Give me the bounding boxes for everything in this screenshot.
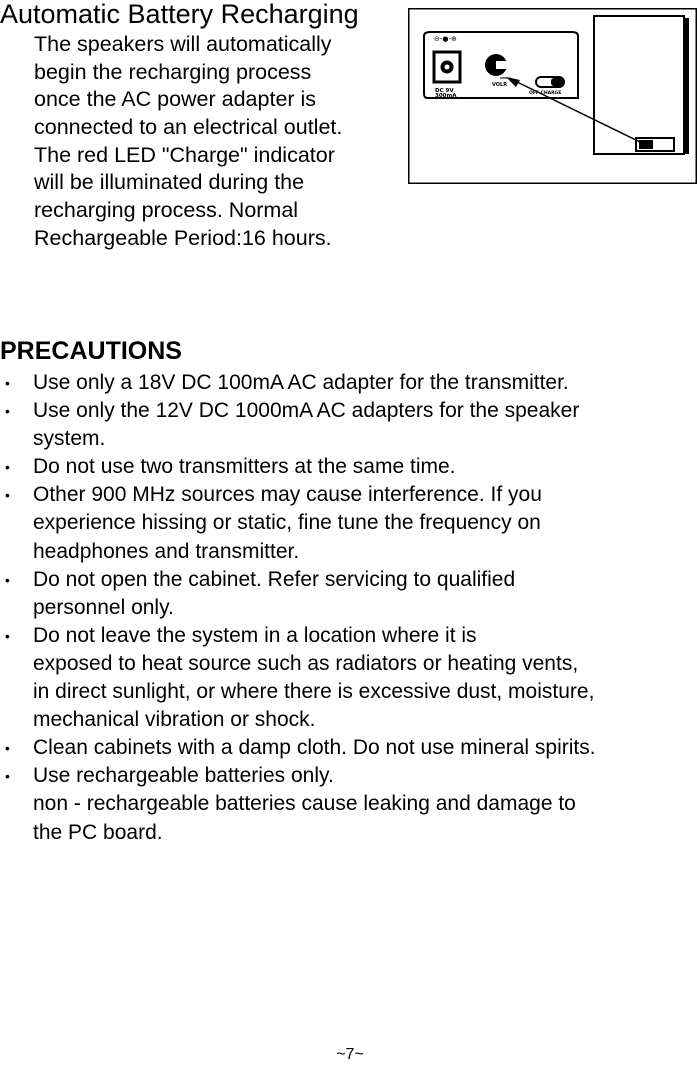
list-item <box>0 397 700 453</box>
page-number: ~7~ <box>336 1046 364 1063</box>
jack-label-2: 300mA <box>435 93 457 99</box>
list-item <box>0 622 700 734</box>
intro-paragraph <box>34 31 404 253</box>
intro-line: begin the recharging process <box>34 59 312 84</box>
item-line: Use only a 18V DC 100mA AC adapter for the transmitter. <box>33 371 569 394</box>
item-line: mechanical vibration or shock. <box>33 708 316 732</box>
item-line: Clean cabinets with a damp cloth. Do not use mineral spirits. <box>33 736 596 760</box>
switch-label: OFF CHARGE <box>529 91 562 96</box>
charge-switch-knob <box>551 78 563 86</box>
polarity-label: ⊖-●-⊕ <box>434 35 457 43</box>
bullet: • <box>5 768 10 785</box>
precautions-heading: PRECAUTIONS <box>0 337 182 365</box>
intro-line: recharging process. Normal <box>34 198 299 223</box>
speaker-cabinet-edge <box>683 18 689 154</box>
bullet: • <box>5 403 10 420</box>
dc-jack-hole-inner <box>445 65 450 70</box>
list-item <box>0 481 700 565</box>
bullet: • <box>5 459 10 476</box>
cabinet-switch-knob <box>639 140 653 149</box>
precautions-list <box>0 369 700 847</box>
volume-knob-notch <box>496 61 508 69</box>
bullet: • <box>5 571 10 588</box>
intro-line: once the AC power adapter is <box>34 87 317 112</box>
intro-line: connected to an electrical outlet. <box>34 115 343 140</box>
list-item <box>0 369 700 397</box>
item-line: Do not open the cabinet. Refer servicing to qualified <box>33 567 516 591</box>
intro-line: The speakers will automatically <box>34 32 332 56</box>
item-line: in direct sunlight, or where there is excessive dust, moisture, <box>33 680 595 704</box>
speaker-cabinet <box>594 16 684 154</box>
speaker-back-panel-diagram <box>408 8 697 184</box>
list-item <box>0 734 700 762</box>
item-line: non - rechargeable batteries cause leaking and damage to <box>33 792 576 816</box>
volume-label: VOLR <box>492 82 508 88</box>
intro-line: The red LED "Charge" indicator <box>34 142 335 167</box>
item-line: headphones and transmitter. <box>33 539 300 563</box>
jack-label-1: DC 9V <box>435 88 454 94</box>
section-title: Automatic Battery Recharging <box>0 0 359 29</box>
bullet: • <box>5 487 10 504</box>
list-item <box>0 566 700 622</box>
item-line: experience hissing or static, fine tune the frequency on <box>33 511 541 535</box>
list-item <box>0 762 700 846</box>
bullet: • <box>5 375 10 391</box>
item-line: Do not leave the system in a location where it is <box>33 623 477 647</box>
item-line: Do not use two transmitters at the same time. <box>33 455 456 479</box>
item-line: the PC board. <box>33 820 163 844</box>
list-item <box>0 453 700 481</box>
bullet: • <box>5 627 10 644</box>
item-line: Use rechargeable batteries only. <box>33 764 334 788</box>
item-line: Use only the 12V DC 1000mA AC adapters for the speaker <box>33 399 580 423</box>
item-line: exposed to heat source such as radiators or heating vents, <box>33 651 579 675</box>
bullet: • <box>5 740 10 757</box>
intro-line: will be illuminated during the <box>34 170 305 195</box>
item-line: Other 900 MHz sources may cause interference. If you <box>33 483 542 507</box>
item-line: personnel only. <box>33 595 174 619</box>
intro-line: Rechargeable Period:16 hours. <box>34 225 332 250</box>
item-line: system. <box>33 427 106 451</box>
